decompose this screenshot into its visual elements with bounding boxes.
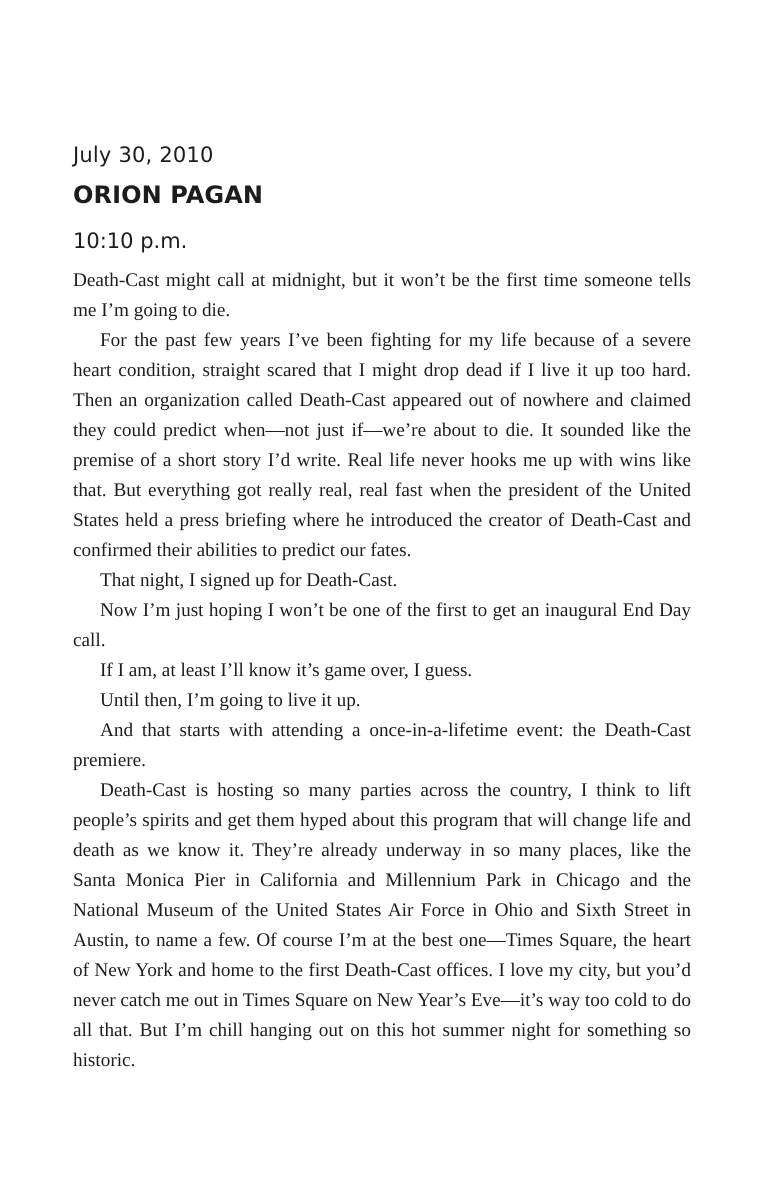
chapter-body xyxy=(73,266,691,1076)
paragraph: Now I’m just hoping I won’t be one of the first to get an inaugural End Day call. xyxy=(73,600,691,651)
paragraph: Death-Cast is hosting so many parties across the country, I think to lift people’s spirits and get them hyped about this program that will change life and death as we know it. They’re already underway in so many places, like the Santa Monica Pier in California and Millennium Park in Chicago and the National Museum of the United States Air Force in Ohio and Sixth Street in Austin, to name a few. Of course I’m at the best one—Times Square, the heart of New York and home to the first Death-Cast offices. I love my city, but you’d never catch me out in Times Square on New Year’s Eve—it’s way too cold to do all that. But I’m chill hanging out on this hot summer night for something so historic. xyxy=(73,780,691,1071)
paragraph: For the past few years I’ve been fighting for my life because of a severe heart condition, straight scared that I might drop dead if I live it up too hard. Then an organization called Death-Cast appeared out of nowhere and claimed they could predict when—not just if—we’re about to die. It sounded like the premise of a short story I’d write. Real life never hooks me up with wins like that. But everything got really real, real fast when the president of the United States held a press briefing where he introduced the creator of Death-Cast and confirmed their abilities to predict our fates. xyxy=(73,330,691,561)
paragraph: Death-Cast might call at midnight, but it won’t be the first time someone tells me I’m going to die. xyxy=(73,270,691,321)
paragraph: That night, I signed up for Death-Cast. xyxy=(100,570,398,591)
paragraph: If I am, at least I’ll know it’s game over, I guess. xyxy=(100,660,473,681)
chapter-date: July 30, 2010 xyxy=(73,143,214,167)
chapter-character-name: ORION PAGAN xyxy=(73,181,264,209)
chapter-time: 10:10 p.m. xyxy=(73,229,188,253)
paragraph: And that starts with attending a once-in-a-lifetime event: the Death-Cast premiere. xyxy=(73,720,691,771)
paragraph: Until then, I’m going to live it up. xyxy=(100,690,361,711)
